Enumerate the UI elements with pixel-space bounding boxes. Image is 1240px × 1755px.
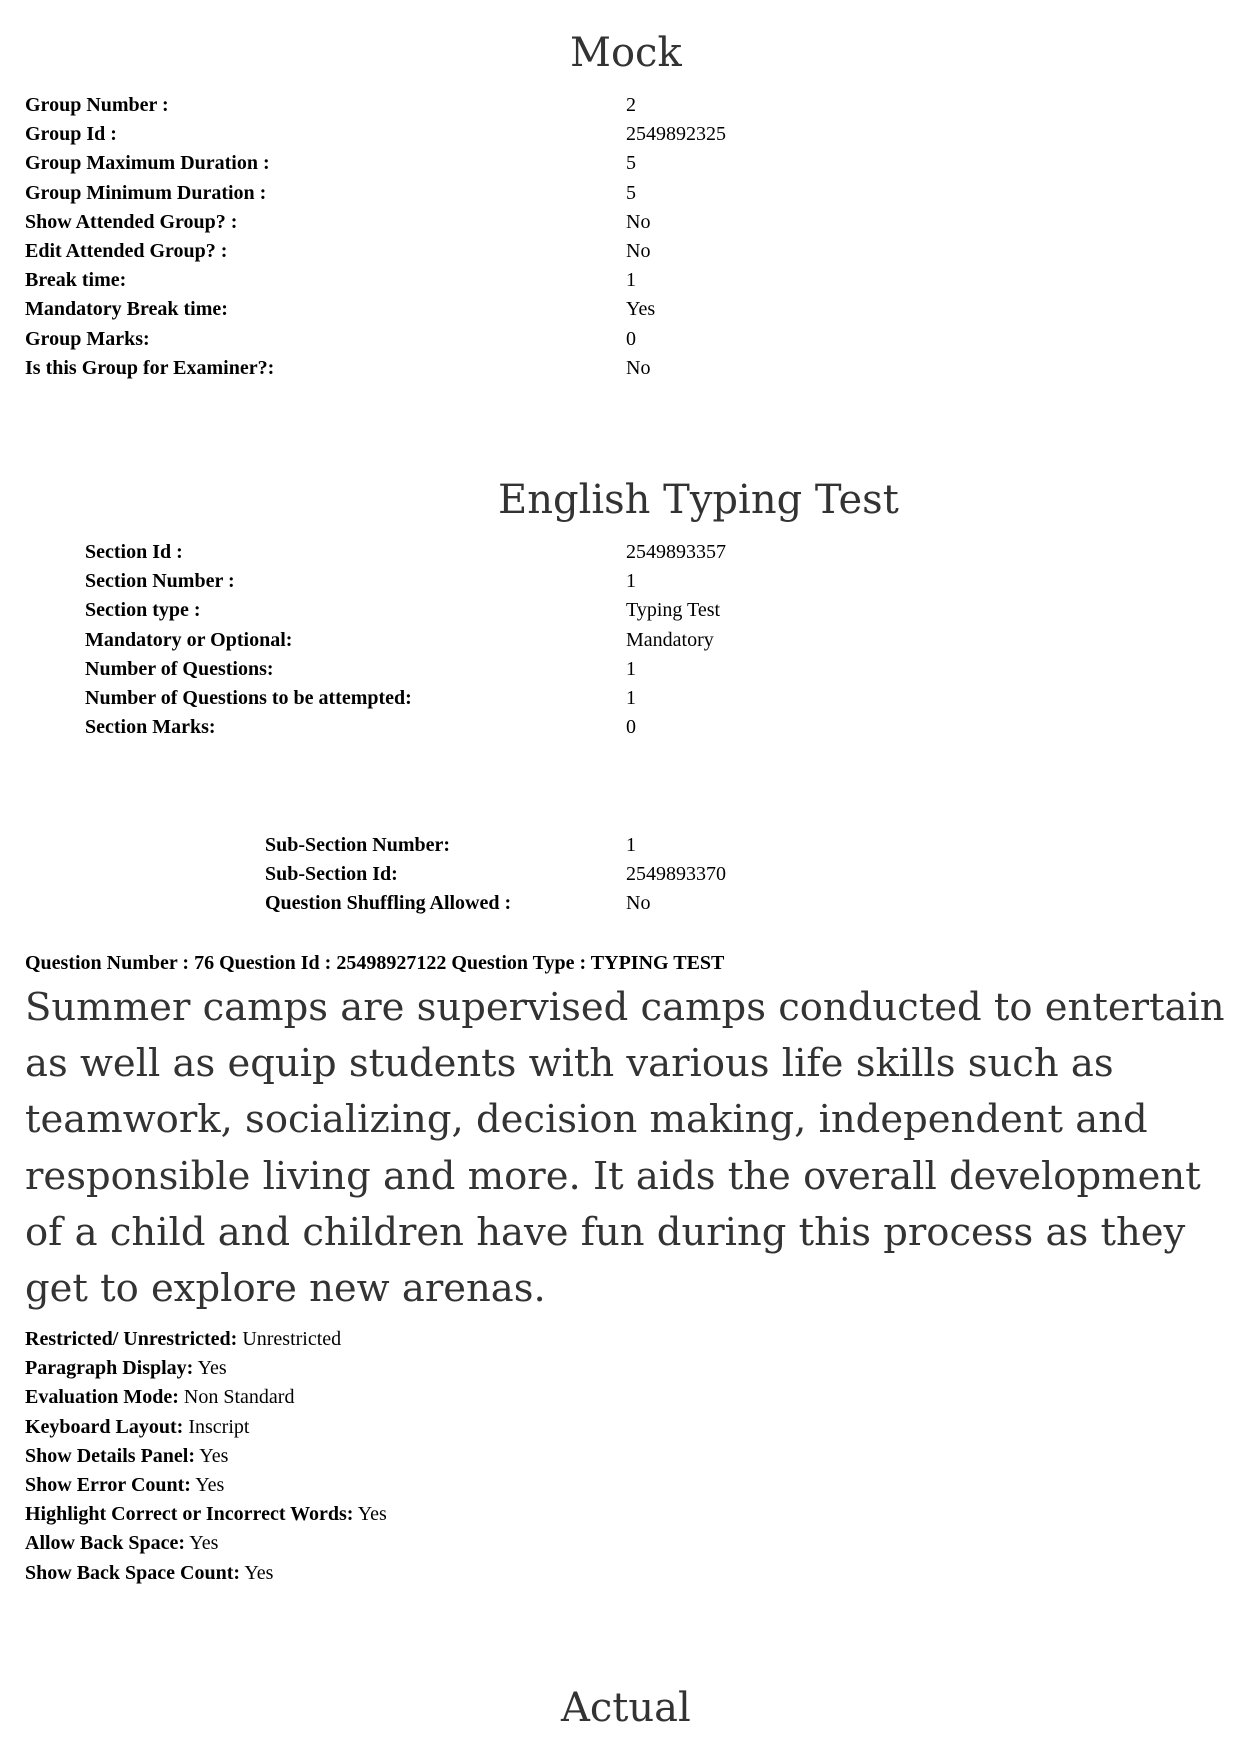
- property-row: [25, 1559, 387, 1588]
- field-label: Group Minimum Duration :: [25, 181, 267, 204]
- property-row: [25, 1500, 387, 1529]
- field-label: Number of Questions:: [85, 657, 274, 680]
- property-label: Show Details Panel:: [25, 1444, 195, 1467]
- field-label: Mandatory Break time:: [25, 298, 228, 321]
- property-row: [25, 1442, 387, 1471]
- field-label: Is this Group for Examiner?:: [25, 356, 275, 379]
- property-value: Yes: [189, 1532, 219, 1555]
- property-value: Yes: [244, 1561, 274, 1584]
- property-row: [25, 1413, 387, 1442]
- property-value: Inscript: [188, 1415, 250, 1438]
- property-row: [25, 1383, 387, 1412]
- field-label: Question Shuffling Allowed :: [265, 892, 512, 915]
- field-value: 0: [626, 327, 636, 350]
- group-row: [25, 179, 1215, 208]
- subsection-details: [265, 831, 1215, 919]
- field-label: Mandatory or Optional:: [85, 628, 293, 651]
- field-label: Edit Attended Group? :: [25, 239, 228, 262]
- group-row: [25, 237, 1215, 266]
- property-label: Paragraph Display:: [25, 1357, 194, 1380]
- property-label: Highlight Correct or Incorrect Words:: [25, 1503, 354, 1526]
- field-value: No: [626, 239, 651, 262]
- group-row: [25, 354, 1215, 383]
- field-label: Group Maximum Duration :: [25, 152, 270, 175]
- field-value: 1: [626, 269, 636, 292]
- passage-line: Summer camps are supervised camps conducted to entertain: [25, 985, 1225, 1030]
- group-details: [25, 91, 1215, 383]
- typing-passage: [25, 980, 1225, 1317]
- field-value: Mandatory: [626, 628, 714, 651]
- field-label: Section Marks:: [85, 716, 216, 739]
- property-row: [25, 1529, 387, 1558]
- field-value: 1: [626, 686, 636, 709]
- section-row: [85, 713, 1215, 742]
- section-row: [85, 626, 1215, 655]
- field-value: 1: [626, 570, 636, 593]
- section-row: [85, 596, 1215, 625]
- passage-line: of a child and children have fun during this process as they: [25, 1209, 1186, 1255]
- field-label: Sub-Section Id:: [265, 863, 398, 886]
- group-row: [25, 208, 1215, 237]
- property-value: Yes: [195, 1474, 225, 1497]
- subsection-row: [265, 860, 1215, 889]
- property-value: Non Standard: [183, 1386, 295, 1409]
- section-details: [85, 538, 1215, 742]
- property-label: Evaluation Mode:: [25, 1386, 179, 1409]
- property-label: Restricted/ Unrestricted:: [25, 1328, 238, 1350]
- field-value: Typing Test: [626, 599, 721, 622]
- field-value: 2549892325: [626, 123, 726, 146]
- group-row: [25, 120, 1215, 149]
- subsection-row: [265, 889, 1215, 918]
- property-label: Keyboard Layout:: [25, 1415, 184, 1438]
- property-row: [25, 1471, 387, 1500]
- section-row: [85, 538, 1215, 567]
- property-label: Show Back Space Count:: [25, 1561, 241, 1584]
- property-value: Unrestricted: [242, 1328, 342, 1350]
- field-value: 5: [626, 181, 636, 204]
- group-row: [25, 149, 1215, 178]
- field-value: No: [626, 892, 651, 915]
- field-label: Section type :: [85, 599, 201, 622]
- field-label: Group Marks:: [25, 327, 150, 350]
- field-value: 1: [626, 657, 636, 680]
- property-label: Show Error Count:: [25, 1474, 191, 1497]
- property-label: Allow Back Space:: [25, 1532, 185, 1555]
- field-label: Group Id :: [25, 123, 117, 146]
- field-value: 5: [626, 152, 636, 175]
- field-value: 2549893357: [626, 541, 726, 563]
- question-properties: [25, 1325, 387, 1588]
- section-row: [85, 567, 1215, 596]
- passage-line: responsible living and more. It aids the overall development: [25, 1153, 1201, 1199]
- section-heading: English Typing Test: [498, 477, 899, 523]
- field-value: 2549893370: [626, 863, 726, 886]
- section-row: [85, 655, 1215, 684]
- field-label: Break time:: [25, 269, 127, 292]
- field-value: 2: [626, 94, 636, 116]
- field-label: Section Number :: [85, 570, 235, 593]
- question-header: Question Number : 76 Question Id : 25498927122 Question Type : TYPING TEST: [25, 952, 725, 974]
- group-row: [25, 91, 1215, 120]
- group-row: [25, 266, 1215, 295]
- next-group-heading: Actual: [561, 1685, 691, 1731]
- field-value: No: [626, 356, 651, 379]
- passage-line: teamwork, socializing, decision making, independent and: [25, 1097, 1148, 1143]
- field-label: Show Attended Group? :: [25, 210, 238, 233]
- passage-line: as well as equip students with various life skills such as: [25, 1041, 1114, 1087]
- section-row: [85, 684, 1215, 713]
- passage-line: get to explore new arenas.: [25, 1266, 546, 1312]
- subsection-row: [265, 831, 1215, 860]
- group-row: [25, 295, 1215, 324]
- field-value: No: [626, 210, 651, 233]
- field-label: Number of Questions to be attempted:: [85, 686, 412, 709]
- field-value: 0: [626, 716, 636, 739]
- property-value: Yes: [199, 1444, 229, 1467]
- property-value: Yes: [357, 1503, 387, 1526]
- group-row: [25, 325, 1215, 354]
- field-label: Section Id :: [85, 541, 183, 563]
- field-value: 1: [626, 834, 636, 856]
- group-heading: Mock: [570, 30, 682, 76]
- field-label: Sub-Section Number:: [265, 834, 451, 856]
- field-value: Yes: [626, 298, 656, 321]
- property-value: Yes: [197, 1357, 227, 1380]
- property-row: [25, 1325, 387, 1354]
- field-label: Group Number :: [25, 94, 169, 116]
- property-row: [25, 1354, 387, 1383]
